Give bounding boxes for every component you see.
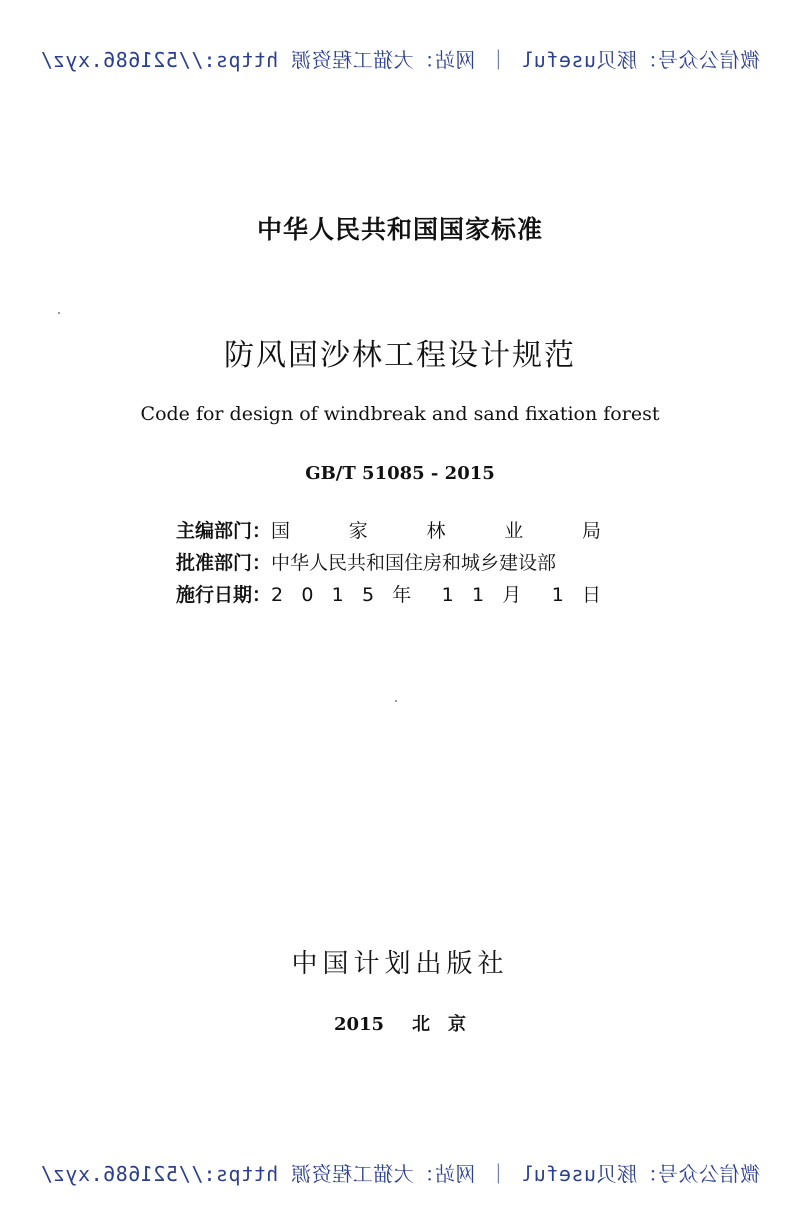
editor-value: 国 家 林 业 局 — [271, 520, 602, 542]
effective-date-label: 施行日期： — [176, 584, 272, 606]
national-standard-heading: 中华人民共和国国家标准 — [256, 215, 543, 244]
approver-row — [176, 547, 601, 579]
document-title-chinese: 防风固沙林工程设计规范 — [224, 338, 576, 373]
editor-row — [176, 515, 601, 547]
watermark-bottom: 微信公众号：豚贝useful ｜ 网站：大猫工程资源 https://521686.xyz/ — [39, 1162, 761, 1186]
publication-city: 北 京 — [412, 1014, 467, 1035]
effective-date-value: 2 0 1 5 年 1 1 月 1 日 — [271, 584, 602, 606]
scan-speck — [395, 700, 397, 702]
effective-date-row — [176, 579, 601, 611]
document-title-english: Code for design of windbreak and sand fixation forest — [140, 403, 660, 425]
publication-place — [0, 1010, 800, 1036]
approver-label: 批准部门： — [176, 552, 272, 574]
standard-number: GB/T 51085 - 2015 — [305, 463, 495, 484]
scan-speck — [58, 312, 60, 314]
editor-label: 主编部门： — [176, 520, 272, 542]
watermark-top: 微信公众号：豚贝useful ｜ 网站：大猫工程资源 https://521686.xyz/ — [39, 48, 761, 72]
issuing-info — [176, 515, 601, 611]
publication-year: 2015 — [333, 1014, 385, 1035]
approver-value: 中华人民共和国住房和城乡建设部 — [271, 552, 557, 574]
publisher-name: 中国计划出版社 — [291, 949, 509, 979]
